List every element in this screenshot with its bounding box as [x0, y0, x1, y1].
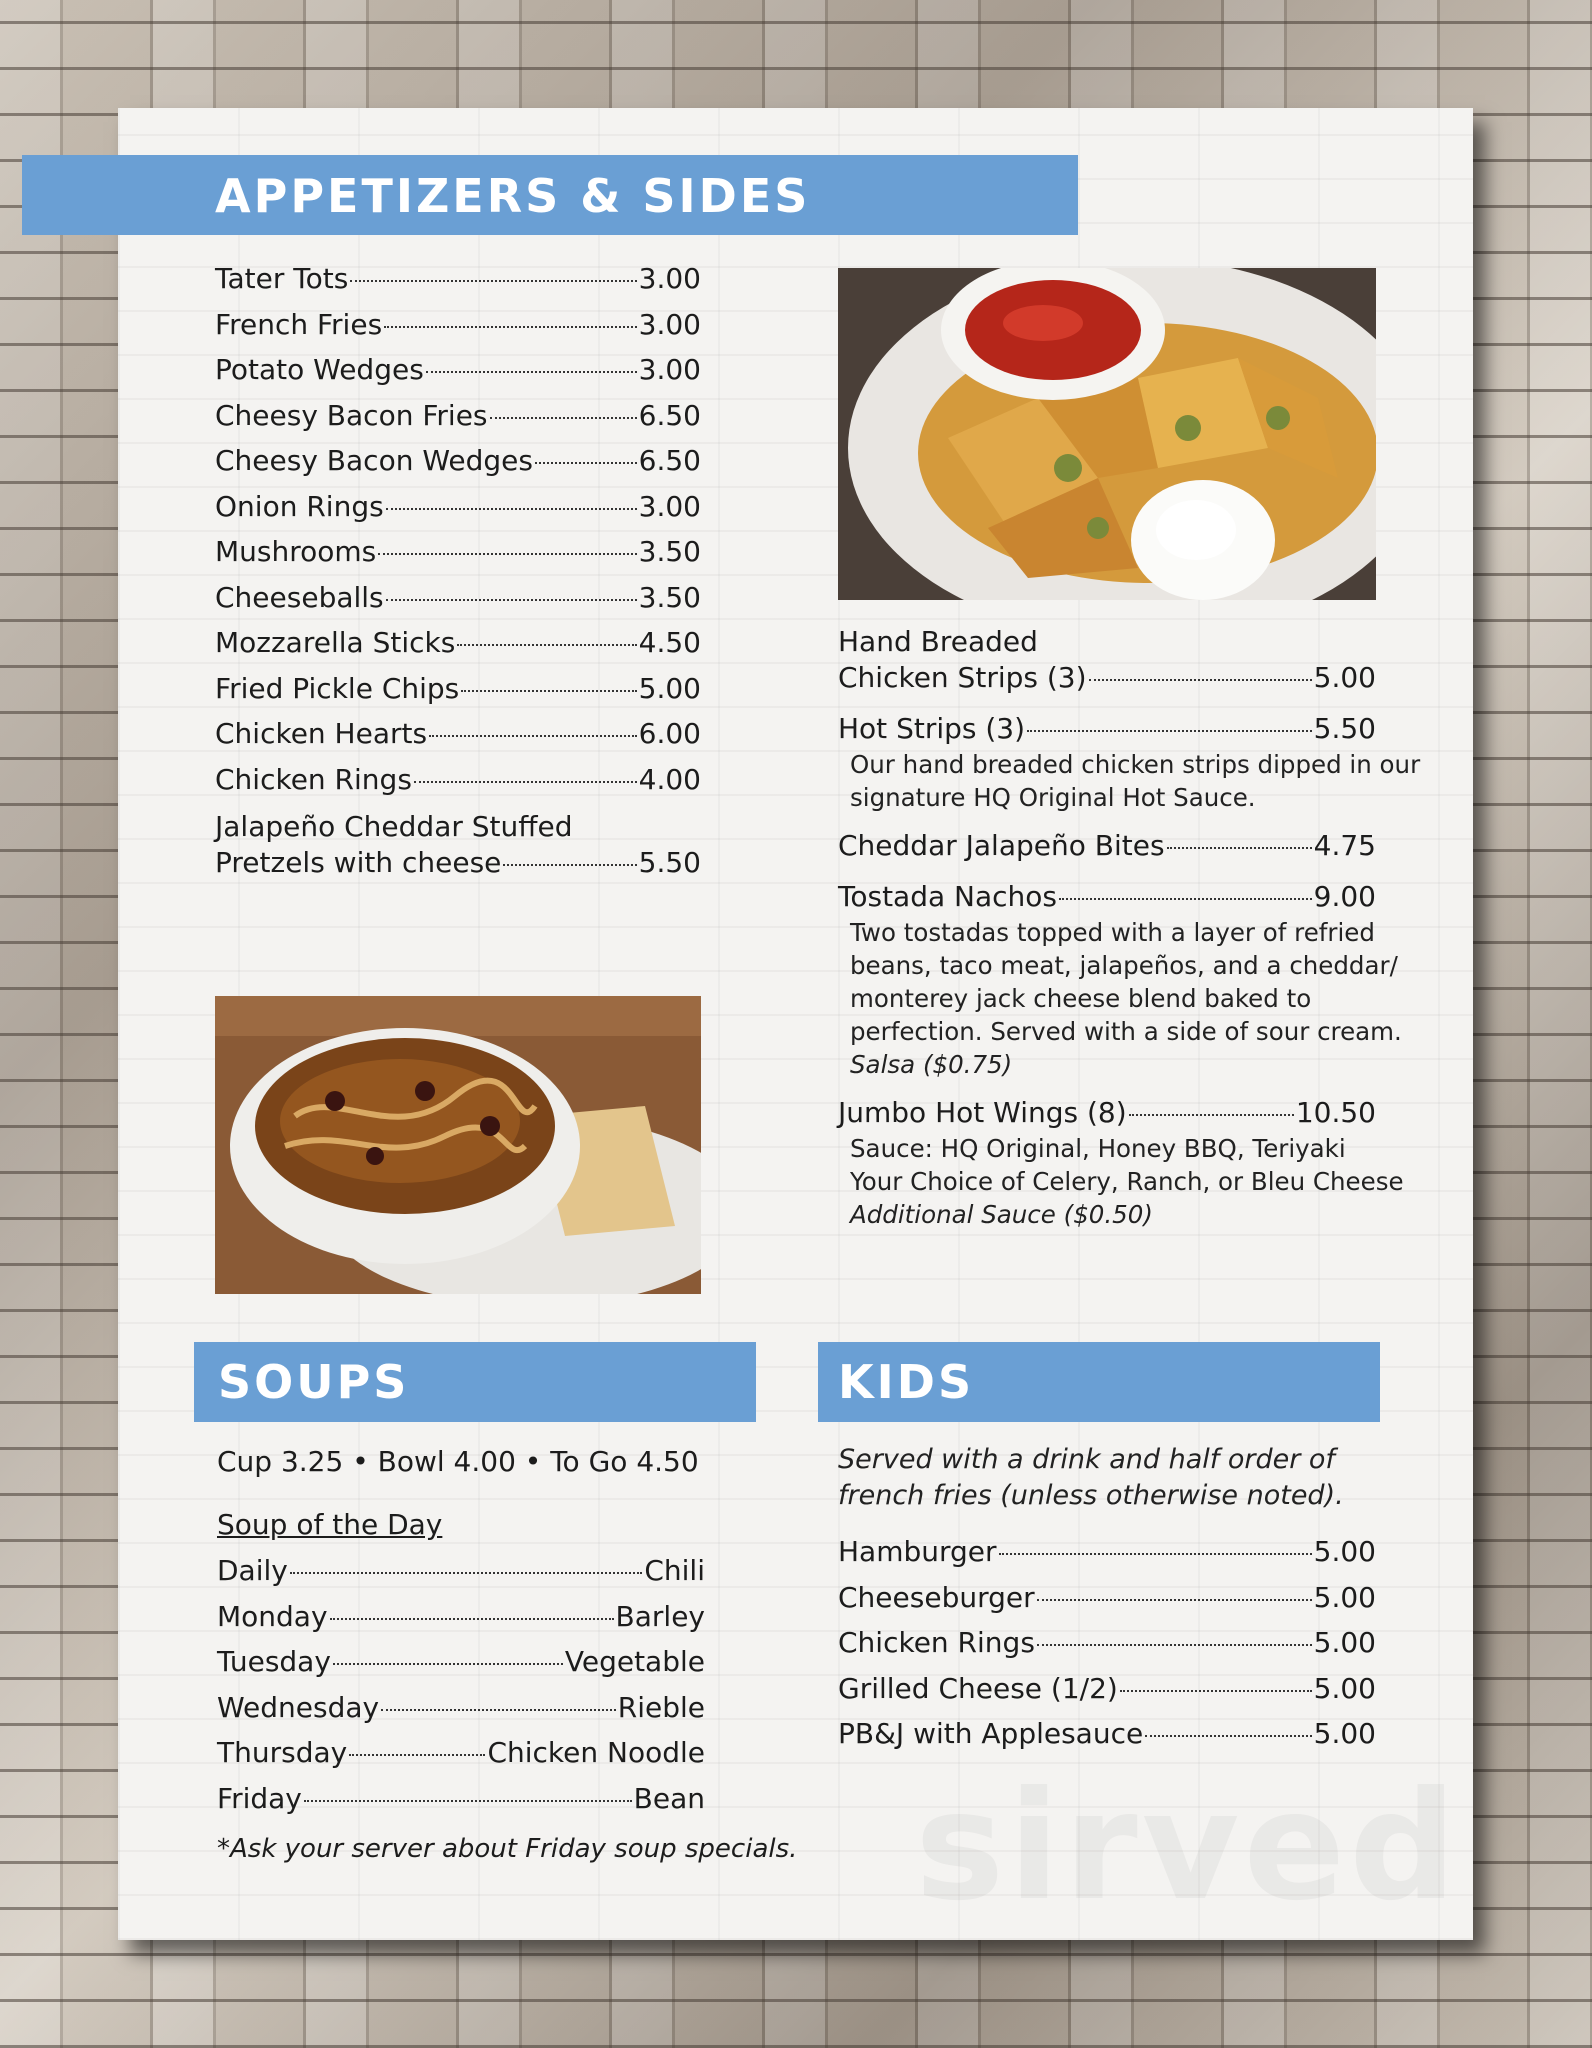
soup-note: *Ask your server about Friday soup specials.: [217, 1834, 798, 1864]
leader-dots: [429, 735, 637, 737]
leader-dots: [535, 462, 637, 464]
menu-item: [215, 399, 701, 433]
item-price: Barley: [615, 1599, 705, 1633]
menu-item: [215, 763, 701, 797]
item-price: 3.00: [638, 353, 701, 386]
menu-item: [838, 1717, 1376, 1751]
item-name: Chicken Rings: [215, 762, 412, 796]
item-price: 6.50: [638, 398, 701, 432]
leader-dots: [349, 1754, 485, 1756]
item-name: Tostada Nachos: [838, 880, 1057, 913]
item-name: Daily: [217, 1554, 288, 1587]
watermark: sirved: [915, 1760, 1461, 1934]
leader-dots: [1145, 1735, 1311, 1737]
leader-dots: [350, 280, 636, 282]
item-name: Mushrooms: [215, 535, 377, 568]
item-name: Potato Wedges: [215, 353, 424, 386]
intro-line: french fries (unless otherwise noted).: [838, 1480, 1344, 1511]
desc-line: Our hand breaded chicken strips dipped in our: [850, 750, 1421, 779]
leader-dots: [1059, 898, 1312, 900]
menu-item: [215, 626, 701, 660]
item-name: Chicken Strips (3): [838, 661, 1087, 694]
wings-description: [850, 1132, 1404, 1231]
menu-item: [838, 712, 1376, 746]
item-price: 5.00: [1313, 1671, 1376, 1705]
item-name: Onion Rings: [215, 489, 384, 523]
soup-sizes: Cup 3.25 • Bowl 4.00 • To Go 4.50: [217, 1445, 699, 1478]
strips-line1: Hand Breaded: [838, 625, 1038, 658]
menu-item: [838, 1535, 1376, 1569]
menu-item: [215, 535, 701, 569]
menu-item: [215, 581, 701, 615]
item-name: Cheesy Bacon Fries: [215, 398, 488, 432]
item-name: PB&J with Applesauce: [838, 1717, 1144, 1750]
item-name: Fried Pickle Chips: [215, 671, 460, 705]
item-price: 5.50: [1313, 712, 1376, 745]
menu-item: [217, 1691, 705, 1725]
leader-dots: [426, 371, 637, 373]
item-price: 4.50: [638, 626, 701, 659]
item-name: Chicken Rings: [838, 1626, 1035, 1659]
desc-line: Your Choice of Celery, Ranch, or Bleu Cheese: [850, 1167, 1404, 1196]
hot-strips-description: [850, 748, 1420, 814]
leader-dots: [414, 781, 637, 783]
leader-dots: [999, 1553, 1312, 1555]
leader-dots: [1120, 1690, 1312, 1692]
leader-dots: [378, 553, 636, 555]
leader-dots: [386, 599, 637, 601]
leader-dots: [1129, 1114, 1294, 1116]
leader-dots: [490, 417, 637, 419]
menu-item: [215, 672, 701, 706]
pretzel-line1: Jalapeño Cheddar Stuffed: [215, 810, 573, 843]
chili-bowl-image: [215, 996, 701, 1294]
item-price: 3.50: [638, 535, 701, 568]
item-price: 3.50: [638, 580, 701, 614]
leader-dots: [384, 326, 637, 328]
leader-dots: [461, 690, 636, 692]
soups-banner: SOUPS: [194, 1342, 756, 1422]
leader-dots: [1027, 730, 1312, 732]
leader-dots: [381, 1709, 616, 1711]
menu-item: [838, 1096, 1376, 1130]
item-price: 4.00: [638, 762, 701, 796]
item-price: 3.00: [638, 307, 701, 341]
menu-item: [215, 262, 701, 296]
item-name: Hamburger: [838, 1535, 997, 1568]
menu-item: [217, 1782, 705, 1816]
menu-item: [217, 1554, 705, 1588]
leader-dots: [386, 508, 637, 510]
soup-of-the-day-heading: Soup of the Day: [217, 1508, 443, 1541]
menu-item: [838, 880, 1376, 914]
item-price: Chili: [644, 1554, 705, 1587]
item-name: Cheeseballs: [215, 580, 384, 614]
item-name: Mozzarella Sticks: [215, 626, 456, 659]
leader-dots: [333, 1663, 563, 1665]
item-name: Pretzels with cheese: [215, 846, 502, 879]
item-name: Cheesy Bacon Wedges: [215, 444, 533, 477]
desc-line: signature HQ Original Hot Sauce.: [850, 783, 1256, 812]
leader-dots: [1089, 679, 1312, 681]
item-price: 5.00: [1313, 1717, 1376, 1750]
menu-item: [217, 1645, 705, 1679]
menu-item: [838, 1581, 1376, 1615]
item-name: French Fries: [215, 307, 383, 341]
item-price: 5.00: [1313, 1580, 1376, 1614]
menu-item: [215, 353, 701, 387]
item-price: 3.00: [638, 489, 701, 523]
desc-extra: Salsa ($0.75): [850, 1050, 1013, 1079]
item-price: 5.00: [1313, 661, 1376, 694]
item-price: 5.00: [1313, 1535, 1376, 1568]
item-name: Jumbo Hot Wings (8): [838, 1096, 1127, 1129]
item-price: 5.00: [638, 671, 701, 705]
chili-photo: [215, 996, 701, 1294]
leader-dots: [457, 644, 636, 646]
leader-dots: [1037, 1644, 1312, 1646]
menu-item: [217, 1736, 705, 1770]
item-name: Cheeseburger: [838, 1580, 1035, 1614]
kids-banner: KIDS: [818, 1342, 1380, 1422]
nachos-description: [850, 916, 1402, 1081]
item-name: Friday: [217, 1781, 302, 1815]
item-price: 4.75: [1313, 829, 1376, 862]
leader-dots: [304, 1800, 632, 1802]
desc-line: Two tostadas topped with a layer of refried: [850, 918, 1375, 947]
desc-line: Sauce: HQ Original, Honey BBQ, Teriyaki: [850, 1134, 1346, 1163]
menu-item: [838, 829, 1376, 863]
item-price: 9.00: [1313, 880, 1376, 913]
item-price: Vegetable: [564, 1645, 705, 1678]
menu-item: [215, 846, 701, 880]
item-price: 5.00: [1313, 1626, 1376, 1659]
appetizers-banner: APPETIZERS & SIDES: [22, 155, 1078, 235]
item-price: 3.00: [638, 262, 701, 295]
item-name: Wednesday: [217, 1690, 380, 1724]
item-price: 5.50: [638, 846, 701, 879]
item-name: Cheddar Jalapeño Bites: [838, 829, 1165, 862]
intro-line: Served with a drink and half order of: [838, 1444, 1335, 1475]
desc-line: beans, taco meat, jalapeños, and a cheddar/: [850, 951, 1398, 980]
bites-photo: [838, 268, 1376, 600]
item-name: Chicken Hearts: [215, 717, 428, 750]
item-price: Rieble: [617, 1690, 705, 1724]
kids-intro: [838, 1442, 1344, 1514]
menu-item: [838, 1626, 1376, 1660]
item-price: 10.50: [1295, 1096, 1376, 1129]
item-name: Thursday: [217, 1736, 348, 1769]
menu-item: [215, 717, 701, 751]
menu-item: [215, 490, 701, 524]
item-price: Bean: [633, 1781, 705, 1815]
bites-plate-image: [838, 268, 1376, 600]
desc-extra: Additional Sauce ($0.50): [850, 1200, 1153, 1229]
item-name: Tuesday: [217, 1645, 331, 1678]
item-price: 6.00: [638, 717, 701, 750]
leader-dots: [1037, 1599, 1312, 1601]
menu-item: [838, 661, 1376, 695]
menu-item: [217, 1600, 705, 1634]
menu-item: [215, 308, 701, 342]
leader-dots: [330, 1618, 614, 1620]
item-price: Chicken Noodle: [487, 1736, 705, 1769]
desc-line: monterey jack cheese blend baked to: [850, 984, 1312, 1013]
leader-dots: [503, 864, 636, 866]
item-name: Hot Strips (3): [838, 712, 1026, 745]
desc-line: perfection. Served with a side of sour cream.: [850, 1017, 1402, 1046]
leader-dots: [290, 1572, 643, 1574]
item-name: Tater Tots: [215, 262, 349, 295]
menu-item: [215, 444, 701, 478]
item-name: Grilled Cheese (1/2): [838, 1671, 1118, 1705]
leader-dots: [1167, 847, 1312, 849]
item-price: 6.50: [638, 444, 701, 477]
menu-item: [838, 1672, 1376, 1706]
item-name: Monday: [217, 1599, 328, 1633]
